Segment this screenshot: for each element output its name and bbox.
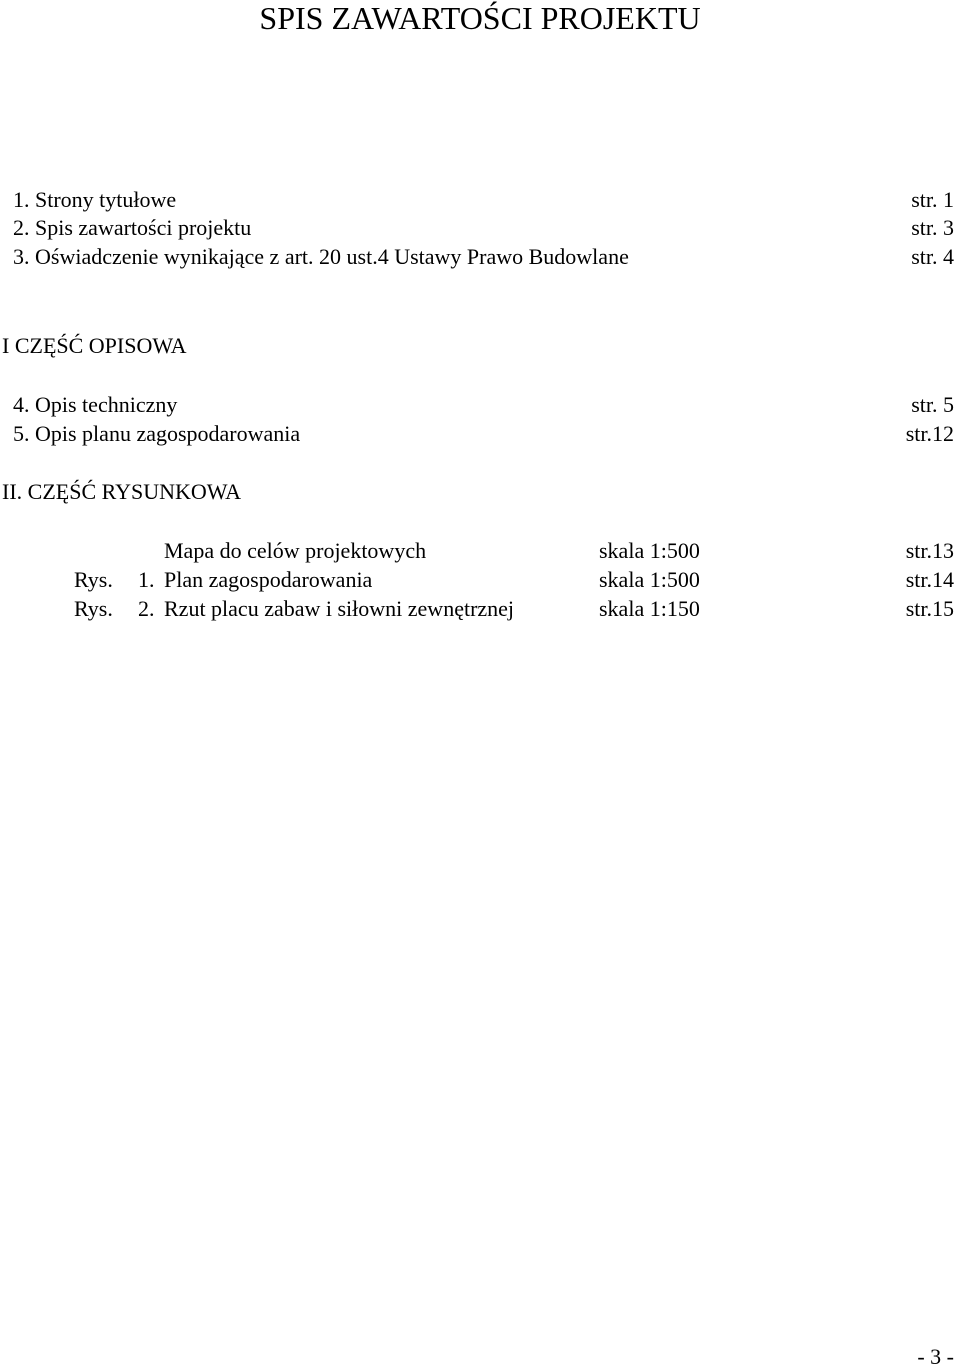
drawing-scale: skala 1:150	[599, 596, 700, 621]
toc-item-label: 1. Strony tytułowe	[13, 187, 177, 212]
drawing-page: str.15	[905, 596, 954, 621]
drawing-number: 1.	[138, 567, 155, 592]
drawing-prefix: Rys.	[74, 596, 113, 621]
drawing-name: Mapa do celów projektowych	[164, 538, 427, 563]
drawing-page: str.13	[905, 538, 954, 563]
drawing-name: Plan zagospodarowania	[164, 567, 373, 592]
toc-item-label: 4. Opis techniczny	[13, 392, 178, 417]
section-heading-drawings: II. CZĘŚĆ RYSUNKOWA	[2, 479, 241, 504]
toc-item-page: str. 3	[911, 215, 954, 240]
drawing-name: Rzut placu zabaw i siłowni zewnętrznej	[164, 596, 515, 621]
toc-item-label: 3. Oświadczenie wynikające z art. 20 ust.4 Ustawy Prawo Budowlane	[13, 244, 629, 269]
section-heading-descriptive: I CZĘŚĆ OPISOWA	[2, 333, 187, 358]
drawing-scale: skala 1:500	[599, 538, 700, 563]
page-number: - 3 -	[917, 1344, 954, 1369]
toc-item-page: str.12	[905, 421, 954, 446]
drawing-page: str.14	[905, 567, 954, 592]
drawing-scale: skala 1:500	[599, 567, 700, 592]
toc-item-page: str. 1	[911, 187, 954, 212]
drawing-number: 2.	[138, 596, 155, 621]
toc-item-label: 5. Opis planu zagospodarowania	[13, 421, 301, 446]
document-title: SPIS ZAWARTOŚCI PROJEKTU	[259, 0, 701, 36]
drawing-prefix: Rys.	[74, 567, 113, 592]
toc-item-label: 2. Spis zawartości projektu	[13, 215, 252, 240]
toc-item-page: str. 4	[911, 244, 954, 269]
toc-item-page: str. 5	[911, 392, 954, 417]
